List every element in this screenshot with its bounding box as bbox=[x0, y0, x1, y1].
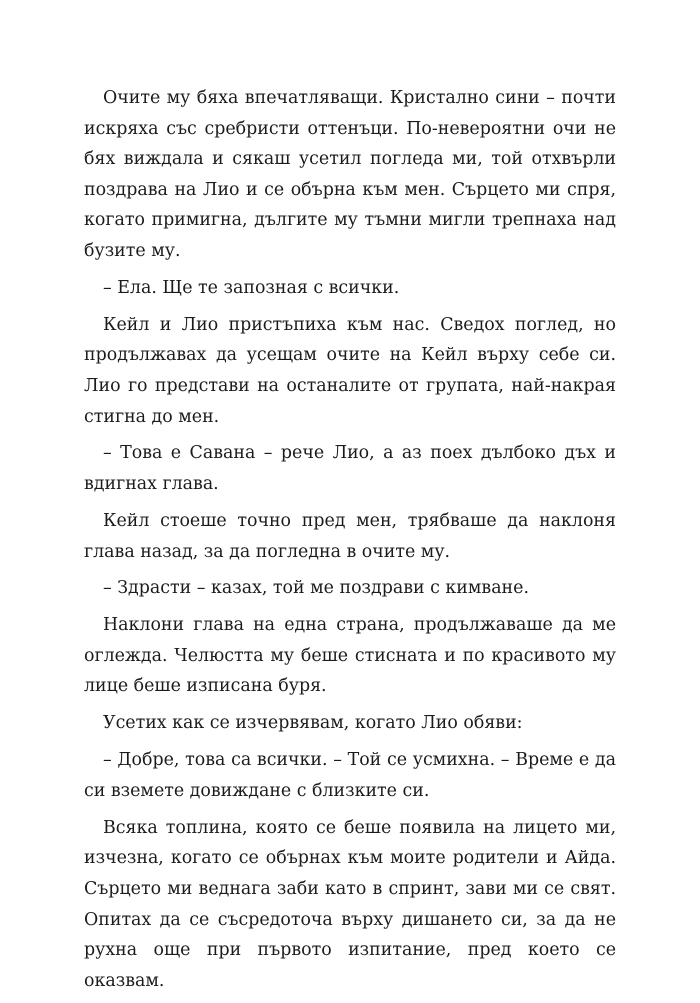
paragraph: Кейл стоеше точно пред мен, трябваше да наклоня глава назад, за да погледна в очите му. bbox=[84, 510, 616, 562]
paragraph: Очите му бяха впечатляващи. Кристално сини – почти искряха със сребристи оттенъци. По-невероятни очи не бях виждала и сякаш усетил погледа ми, той отхвърли поздрава на Лио и се обърна към мен. Сърцето ми спря, когато примигна, дългите му тъмни мигли трепнаха над бузите му. bbox=[84, 88, 616, 261]
paragraph: Наклони глава на една страна, продължаваше да ме оглежда. Челюстта му беше стисната и по красивото му лице беше изписана буря. bbox=[84, 615, 616, 697]
paragraph: – Ела. Ще те запозная с всички. bbox=[103, 277, 400, 298]
paragraph: Кейл и Лио пристъпиха към нас. Сведох поглед, но продължавах да усещам очите на Кейл върху себе си. Лио го представи на останалите от групата, най-накрая стигна до мен. bbox=[84, 314, 616, 427]
paragraph: – Добре, това са всички. – Той се усмихна. – Време е да си вземете довиждане с близките си. bbox=[84, 750, 616, 801]
paragraph: – Това е Савана – рече Лио, а аз поех дълбоко дъх и вдигнах глава. bbox=[84, 443, 616, 495]
paragraph: – Здрасти – казах, той ме поздрави с кимване. bbox=[103, 578, 529, 599]
page-text bbox=[84, 83, 616, 1003]
paragraph: Усетих как се изчервявам, когато Лио обяви: bbox=[103, 713, 523, 734]
paragraph: Всяка топлина, която се беше появила на лицето ми, изчезна, когато се обърнах към моите родители и Айда. Сърцето ми веднага заби като в спринт, зави ми се свят. Опитах да се съсредоточа върху дишането си, за да не рухна още при първото изпитание, пред което се оказвам. bbox=[84, 817, 616, 991]
